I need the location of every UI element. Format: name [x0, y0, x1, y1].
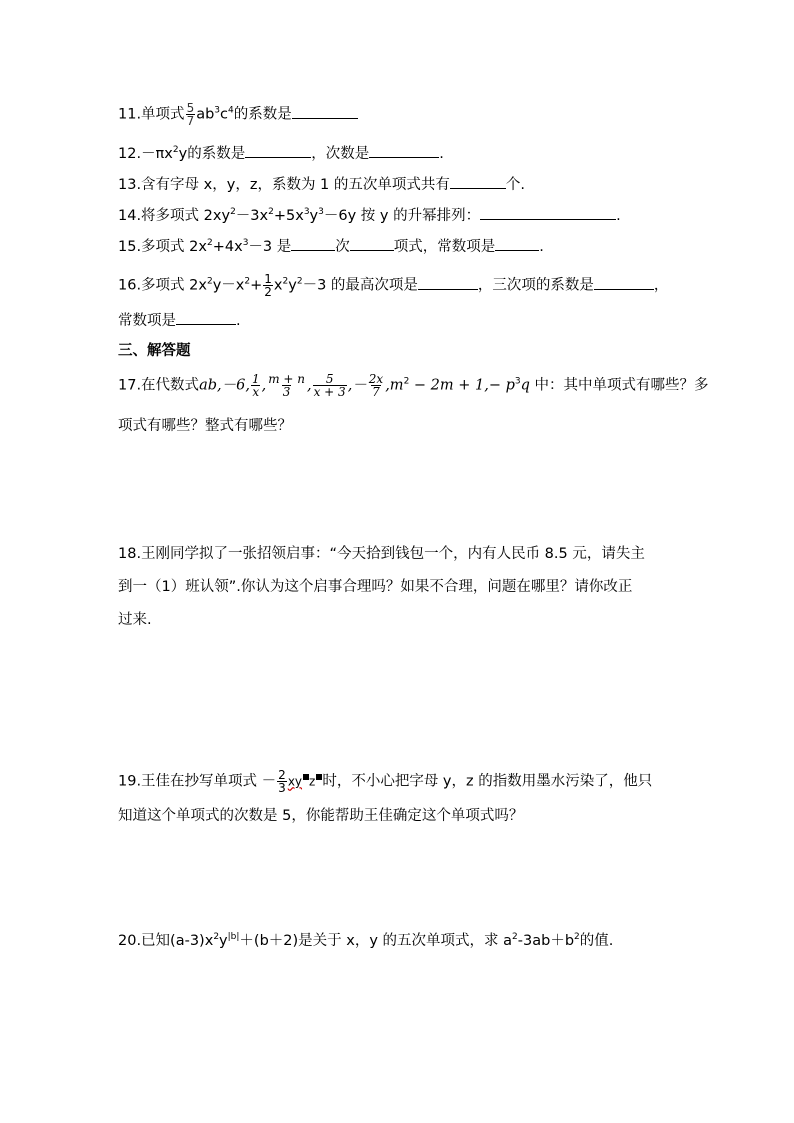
answer-blank[interactable] — [176, 310, 236, 325]
fraction-1-2 — [263, 273, 273, 298]
exp: 2 — [512, 932, 518, 943]
question-20 — [118, 931, 613, 951]
q19-sign: － — [261, 773, 277, 790]
answer-blank[interactable] — [594, 275, 654, 290]
q14-t5: －6y 按 y 的升幂排列： — [323, 208, 481, 224]
frac-den: x + 3 — [313, 385, 346, 399]
q16-text: 16.多项式 2x — [118, 277, 207, 294]
exp: 3 — [318, 207, 324, 218]
section-heading: 三、解答题 — [118, 343, 191, 359]
q13-text: 13.含有字母 x，y，z，系数为 1 的五次单项式共有 — [118, 177, 450, 193]
question-13 — [118, 174, 525, 195]
exp: 2 — [206, 276, 213, 287]
frac-den: 2 — [264, 285, 272, 299]
question-11 — [118, 102, 358, 127]
exp: 3 — [514, 376, 521, 387]
exp: 3 — [214, 105, 221, 116]
q15-t3: －3 是 — [248, 239, 292, 255]
answer-blank[interactable] — [245, 143, 311, 158]
question-17: 17.在代数式ab,－6, $\frac{1}{x}$ , $\frac{m + n}{3}$ , $\frac{5}{x + 3}$ ,－ $\frac{2x}{7}$ $,m^2 - 2m + 1,- p^3q$ 中：其中单项式有哪些？多 — [118, 372, 709, 399]
frac-den: 7 — [372, 385, 380, 399]
q16-line2: 常数项是 — [118, 313, 176, 329]
q16-t2: y－x — [212, 277, 245, 294]
q15-t5: 项式，常数项是 — [393, 239, 496, 255]
q14-t3: +5x — [273, 208, 304, 224]
q12-text1: 的系数是 — [187, 146, 246, 162]
q19-z: z — [309, 774, 316, 789]
q14-end: . — [616, 208, 621, 224]
frac-num: 5 — [186, 101, 195, 115]
answer-blank[interactable] — [450, 174, 506, 189]
frac-den: 7 — [186, 114, 195, 128]
exp: 2 — [574, 932, 580, 943]
frac-den: 3 — [282, 385, 291, 399]
q17-minus: ,－ — [347, 377, 367, 394]
q20-t5: 的值. — [579, 933, 614, 949]
q17-poly2: − 2m + 1,− p — [409, 377, 515, 394]
q16-end: ， — [653, 277, 669, 294]
fraction-5-7 — [186, 102, 196, 127]
exp: 2 — [244, 276, 251, 287]
fraction-mn-3 — [267, 373, 306, 398]
exp: 2 — [213, 932, 220, 943]
q14-t4: y — [309, 208, 319, 224]
exp: |b| — [227, 932, 240, 943]
exp: 4 — [228, 105, 234, 116]
q14-text: 14.将多项式 2xy — [118, 208, 231, 224]
question-19 — [118, 769, 652, 794]
q20-t3: ＋(b＋2)是关于 x，y 的五次单项式，求 a — [239, 933, 513, 949]
question-18-line1: 18.王刚同学拟了一张招领启事：“今天拾到钱包一个，内有人民币 8.5 元，请失主 — [118, 546, 645, 562]
question-12 — [118, 143, 444, 164]
q12-y: y — [178, 146, 188, 162]
question-19-line2: 知道这个单项式的次数是 5，你能帮助王佳确定这个单项式吗？ — [118, 808, 524, 824]
question-15 — [118, 236, 544, 257]
q19-label: 19.王佳在抄写单项式 — [118, 773, 262, 790]
exp: 2 — [268, 207, 274, 218]
exp: 3 — [242, 238, 249, 249]
q15-text: 15.多项式 2x — [118, 239, 207, 255]
q16-t6: －3 的最高次项是 — [302, 277, 418, 294]
q19-xy: xy — [287, 774, 303, 789]
q11-expr: ab — [196, 106, 215, 123]
fraction-1-x — [251, 373, 261, 398]
q13-end: 个. — [505, 177, 525, 193]
frac-num: 5 — [325, 372, 334, 386]
q20-text: 20.已知(a-3)x — [118, 933, 214, 949]
answer-blank[interactable] — [292, 104, 358, 119]
frac-num: 2 — [278, 768, 286, 782]
question-14 — [118, 205, 621, 226]
fraction-2-3 — [277, 769, 287, 794]
question-17-line2: 项式有哪些？整式有哪些？ — [118, 418, 292, 434]
q12-label: 12. — [118, 146, 142, 162]
answer-blank[interactable] — [350, 236, 394, 251]
q11-text: 的系数是 — [233, 106, 292, 123]
q15-t2: +4x — [212, 239, 243, 255]
q11-label: 11.单项式 — [118, 106, 185, 123]
q17-items: ab,－6, — [199, 377, 250, 394]
frac-num: 1 — [264, 272, 272, 286]
frac-den: x — [252, 385, 260, 399]
frac-num: 2x — [368, 372, 384, 386]
exp: 2 — [206, 238, 213, 249]
frac-num: 1 — [251, 372, 260, 386]
exp: 3 — [303, 207, 310, 218]
exp: 2 — [296, 276, 303, 287]
q19-text: 时，不小心把字母 y，z 的指数用墨水污染了，他只 — [322, 773, 653, 790]
question-18-line2: 到一（1）班认领”.你认为这个启事合理吗？如果不合理，问题在哪里？请你改正 — [118, 579, 633, 595]
answer-blank[interactable] — [480, 205, 616, 220]
q20-t2: y — [219, 933, 228, 949]
answer-blank[interactable] — [418, 275, 478, 290]
q17-text: 中：其中单项式有哪些？多 — [529, 377, 709, 394]
q16-t7: ，三次项的系数是 — [477, 277, 594, 294]
q16-end2: . — [236, 313, 241, 329]
q11-c: c — [220, 106, 229, 123]
fraction-2x-7 — [368, 373, 384, 398]
exp: 2 — [230, 207, 236, 218]
exp: 2 — [403, 376, 410, 387]
question-18-line3: 过来. — [118, 612, 152, 628]
q12-expr: －πx — [141, 146, 173, 162]
question-16-line2 — [118, 310, 241, 331]
fraction-5-x3 — [313, 373, 347, 398]
answer-blank[interactable] — [291, 236, 335, 251]
question-16 — [118, 273, 668, 298]
q16-t5: y — [288, 277, 297, 294]
exp: 2 — [282, 276, 289, 287]
exp: 2 — [172, 145, 179, 156]
q17-poly: ,m — [385, 377, 404, 394]
q17-label: 17.在代数式 — [118, 377, 200, 394]
q12-text2: ，次数是 — [311, 146, 370, 162]
frac-den: 3 — [278, 781, 286, 795]
frac-num: m + n — [268, 372, 305, 386]
q16-t3: + — [250, 277, 263, 294]
q16-t4: x — [273, 277, 283, 294]
q15-end: . — [539, 239, 544, 255]
answer-blank[interactable] — [495, 236, 539, 251]
q12-end: . — [439, 146, 444, 162]
answer-blank[interactable] — [369, 143, 439, 158]
q14-t2: －3x — [235, 208, 269, 224]
q15-t4: 次 — [335, 239, 350, 255]
q17-poly3: q — [520, 377, 530, 394]
q20-t4: -3ab＋b — [517, 933, 575, 949]
